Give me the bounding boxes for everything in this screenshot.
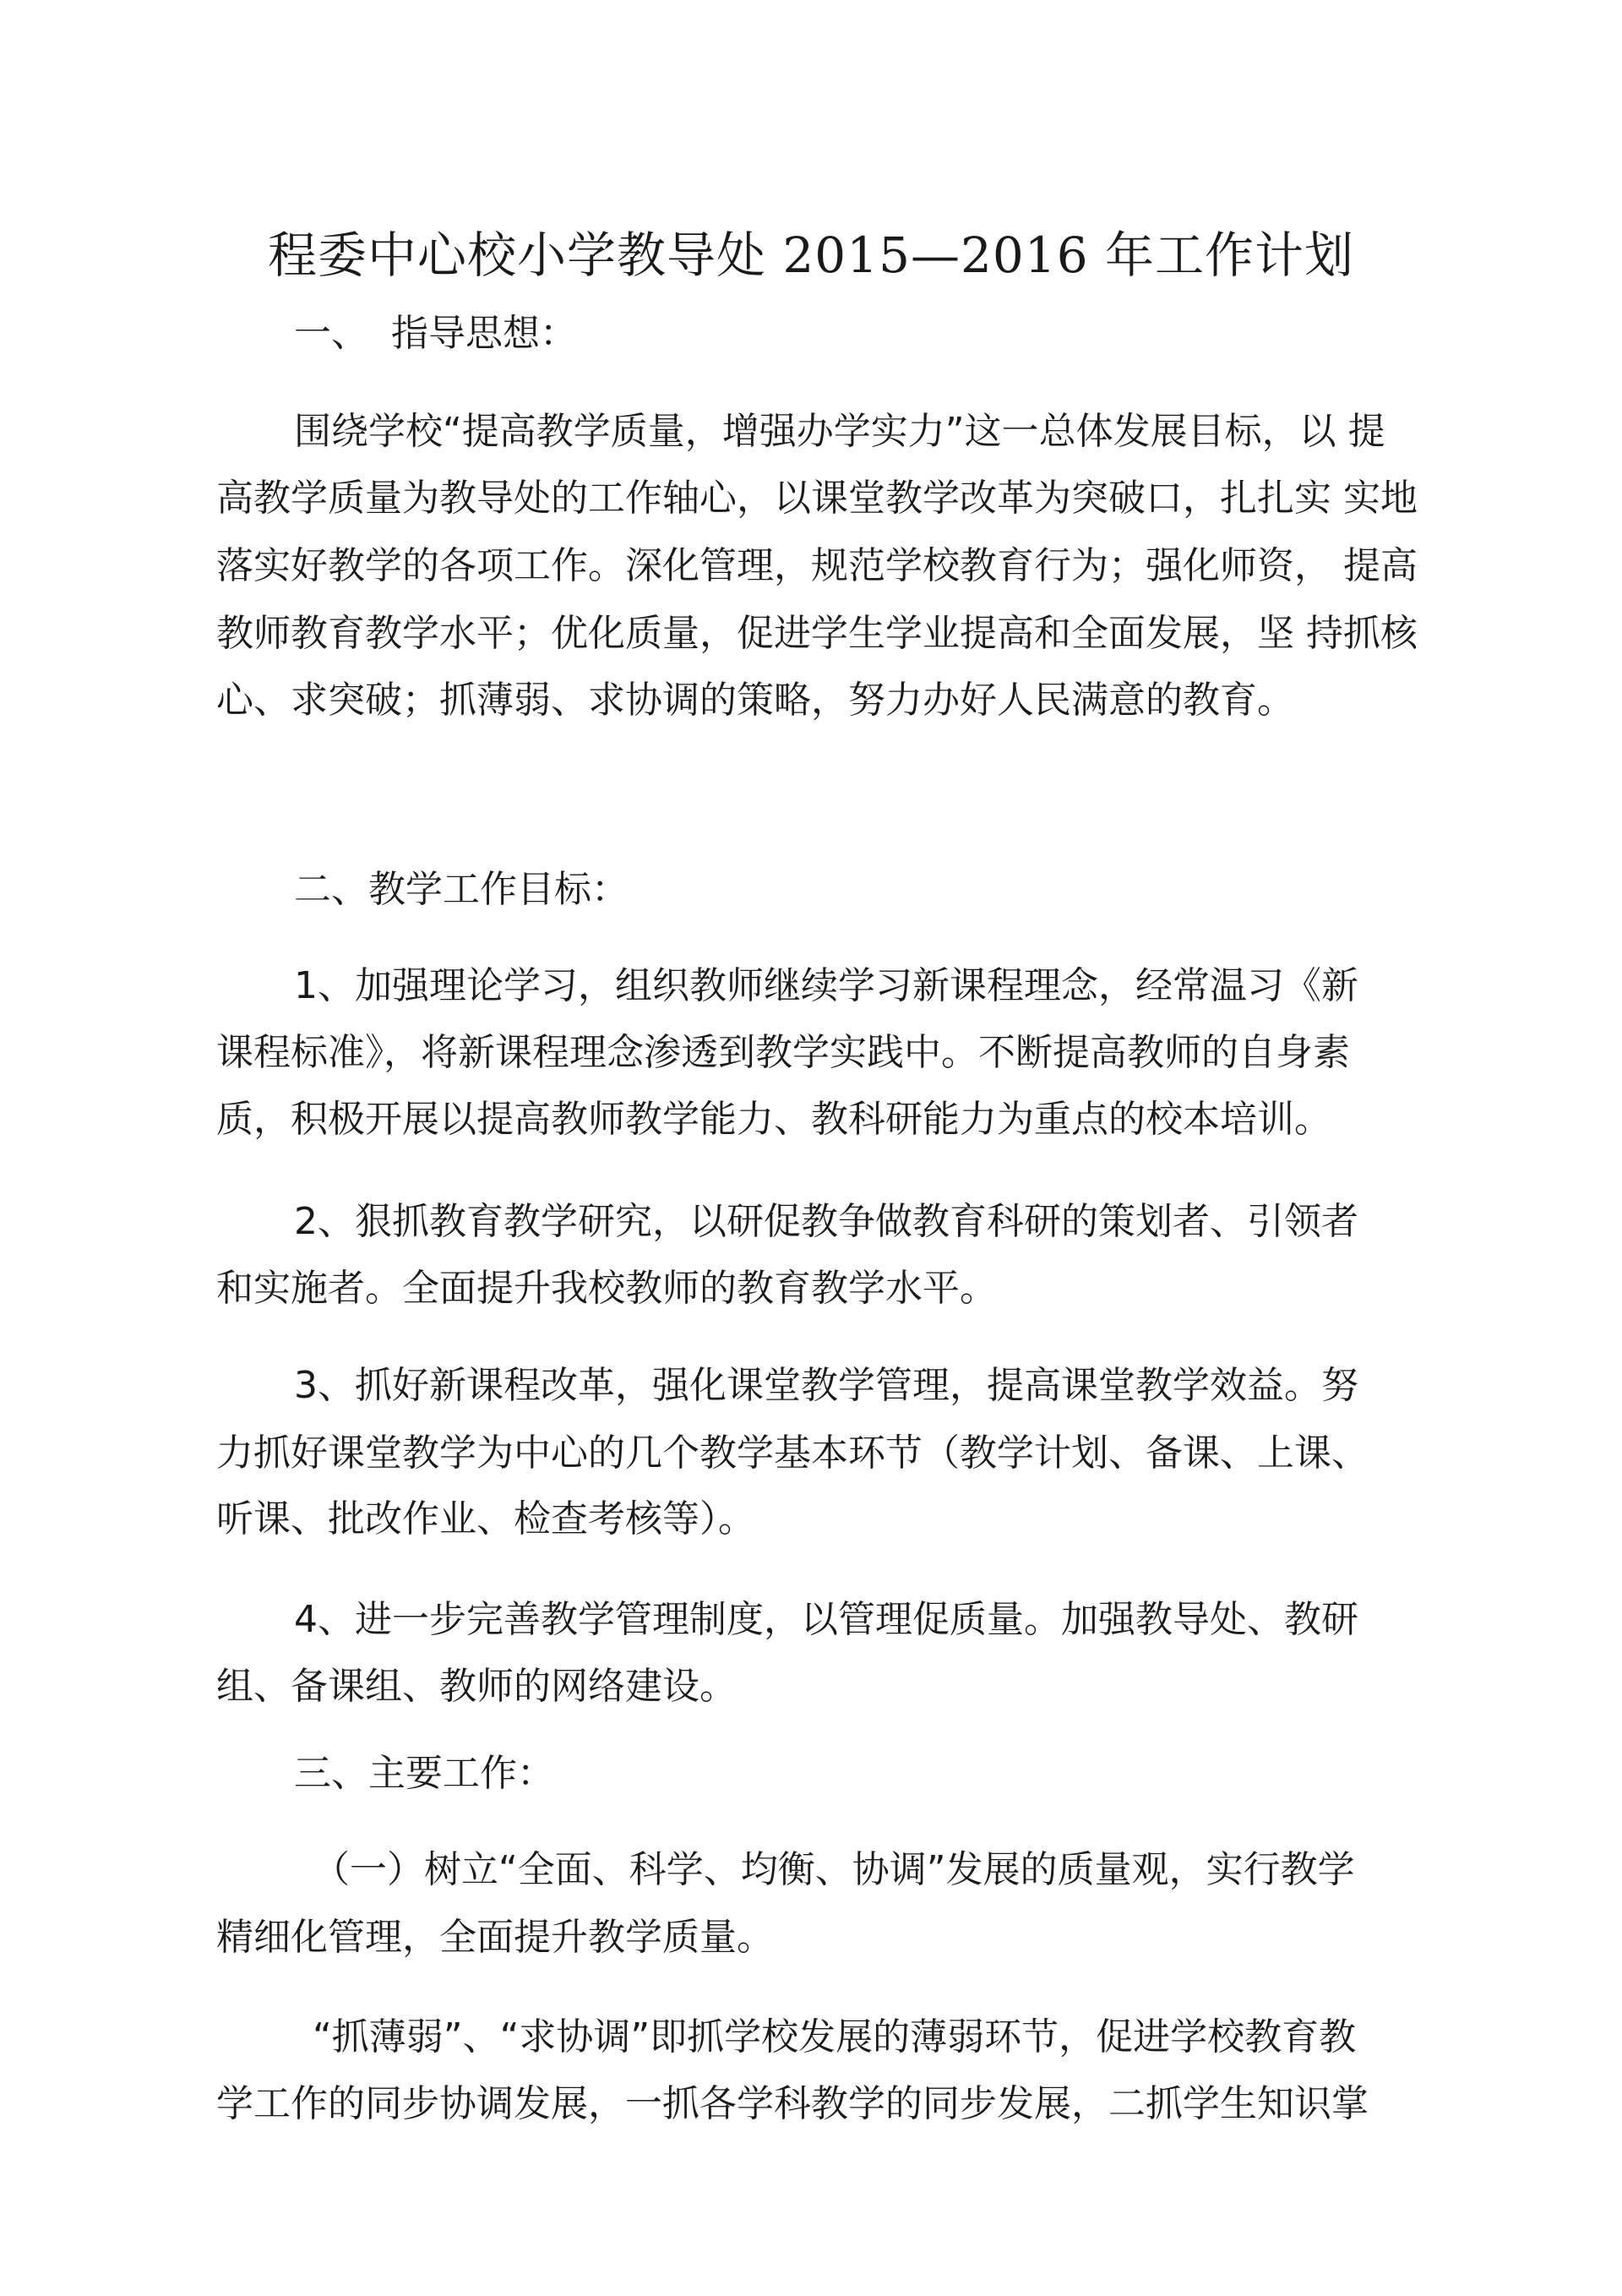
list-item-line: 4、进一步完善教学管理制度，以管理促质量。加强教导处、教研	[294, 1598, 1358, 1641]
list-item-line: 2、狠抓教育教学研究，以研促教争做教育科研的策划者、引领者	[294, 1200, 1358, 1243]
list-item-line: 3、抓好新课程改革，强化课堂教学管理，提高课堂教学效益。努	[294, 1364, 1358, 1407]
list-item-line: 课程标准》，将新课程理念渗透到教学实践中。不断提高教师的自身素	[216, 1031, 1350, 1074]
paragraph-line: 围绕学校“提高教学质量，增强办学实力”这一总体发展目标，以 提	[294, 410, 1385, 453]
paragraph-line: 落实好教学的各项工作。深化管理，规范学校教育行为；强化师资， 提高	[216, 544, 1418, 587]
document-title: 程委中心校小学教导处 2015—2016 年工作计划	[267, 226, 1355, 284]
section-1-heading: 指导思想：	[391, 312, 577, 355]
section-3-heading: 三、主要工作：	[294, 1752, 554, 1795]
paragraph-line: “抓薄弱”、“求协调”即抓学校发展的薄弱环节，促进学校教育教	[313, 2015, 1357, 2059]
paragraph-line: 心、求突破；抓薄弱、求协调的策略，努力办好人民满意的教育。	[216, 679, 1294, 722]
list-item-line: 组、备课组、教师的网络建设。	[216, 1665, 737, 1708]
section-1-number: 一、	[294, 312, 368, 355]
section-2-heading: 二、教学工作目标：	[294, 868, 629, 911]
list-item-line: 1、加强理论学习，组织教师继续学习新课程理念，经常温习《新	[294, 964, 1358, 1007]
subsection-line: （一）树立“全面、科学、均衡、协调”发展的质量观，实行教学	[313, 1848, 1355, 1891]
list-item-line: 听课、批改作业、检查考核等）。	[216, 1497, 755, 1541]
paragraph-line: 学工作的同步协调发展，一抓各学科教学的同步发展，二抓学生知识掌	[216, 2082, 1369, 2125]
list-item-line: 质，积极开展以提高教师教学能力、教科研能力为重点的校本培训。	[216, 1098, 1331, 1141]
list-item-line: 和实施者。全面提升我校教师的教育教学水平。	[216, 1267, 997, 1310]
paragraph-line: 教师教育教学水平；优化质量，促进学生学业提高和全面发展，坚 持抓核	[216, 612, 1418, 655]
paragraph-line: 高教学质量为教导处的工作轴心，以课堂教学改革为突破口，扎扎实 实地	[216, 477, 1418, 520]
subsection-line: 精细化管理，全面提升教学质量。	[216, 1916, 774, 1959]
list-item-line: 力抓好课堂教学为中心的几个教学基本环节（教学计划、备课、上课、	[216, 1432, 1369, 1475]
